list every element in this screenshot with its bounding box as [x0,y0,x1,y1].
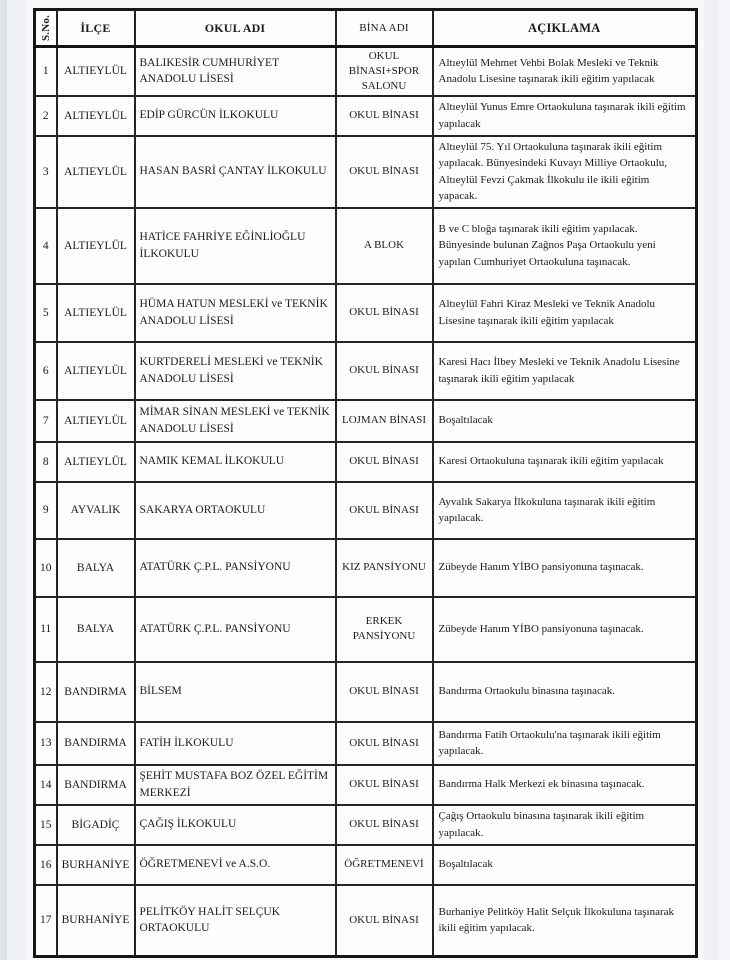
explanation-cell: Altıeylül Mehmet Vehbi Bolak Mesleki ve Teknik Anadolu Lisesine taşınarak ikili eğitim yapılacak [433,47,697,96]
explanation-cell: Çağış Ortaokulu binasına taşınarak ikili eğitim yapılacak. [433,805,697,845]
explanation-cell: Karesi Ortaokuluna taşınarak ikili eğitim yapılacak [433,442,697,482]
district-cell: BALYA [57,597,135,662]
row-number: 8 [35,442,57,482]
building-name-cell: OKUL BİNASI [336,805,433,845]
table-row [35,284,697,342]
school-name-cell: EDİP GÜRCÜN İLKOKULU [135,96,336,136]
building-name-cell: OKUL BİNASI [336,442,433,482]
building-name-cell: ERKEK PANSİYONU [336,597,433,662]
district-cell: ALTIEYLÜL [57,342,135,400]
table-row [35,136,697,208]
district-cell: BANDIRMA [57,662,135,722]
school-name-cell: ATATÜRK Ç.P.L. PANSİYONU [135,539,336,597]
header-okul-adi: OKUL ADI [135,10,336,47]
school-relocation-table [33,8,698,958]
explanation-cell: Ayvalık Sakarya İlkokuluna taşınarak ikili eğitim yapılacak. [433,482,697,539]
row-number: 17 [35,885,57,957]
building-name-cell: OKUL BİNASI [336,722,433,765]
school-name-cell: ŞEHİT MUSTAFA BOZ ÖZEL EĞİTİM MERKEZİ [135,765,336,805]
explanation-cell: Boşaltılacak [433,400,697,442]
table-row [35,845,697,885]
explanation-cell: Burhaniye Pelitköy Halit Selçuk İlkokuluna taşınarak ikili eğitim yapılacak. [433,885,697,957]
header-aciklama: AÇIKLAMA [433,10,697,47]
row-number: 16 [35,845,57,885]
row-number: 10 [35,539,57,597]
building-name-cell: ÖĞRETMENEVİ [336,845,433,885]
district-cell: BURHANİYE [57,885,135,957]
explanation-cell: Boşaltılacak [433,845,697,885]
row-number: 7 [35,400,57,442]
explanation-cell: Bandırma Fatih Ortaokulu'na taşınarak ikili eğitim yapılacak. [433,722,697,765]
district-cell: ALTIEYLÜL [57,136,135,208]
explanation-cell: Karesi Hacı İlbey Mesleki ve Teknik Anadolu Lisesine taşınarak ikili eğitim yapılacak [433,342,697,400]
district-cell: ALTIEYLÜL [57,208,135,284]
table-row [35,539,697,597]
school-name-cell: ATATÜRK Ç.P.L. PANSİYONU [135,597,336,662]
district-cell: BALYA [57,539,135,597]
explanation-cell: Zübeyde Hanım YİBO pansiyonuna taşınacak. [433,597,697,662]
table-header-row [35,10,697,47]
school-name-cell: FATİH İLKOKULU [135,722,336,765]
school-name-cell: SAKARYA ORTAOKULU [135,482,336,539]
table-row [35,482,697,539]
explanation-cell: B ve C bloğa taşınarak ikili eğitim yapılacak. Bünyesinde bulunan Zağnos Paşa Ortaokulu yeni yapılan Cumhuriyet Ortaokuluna taşınacak. [433,208,697,284]
building-name-cell: OKUL BİNASI [336,885,433,957]
district-cell: AYVALIK [57,482,135,539]
row-number: 2 [35,96,57,136]
header-bina-adi: BİNA ADI [336,10,433,47]
school-name-cell: ÖĞRETMENEVİ ve A.S.O. [135,845,336,885]
building-name-cell: OKUL BİNASI [336,482,433,539]
explanation-cell: Altıeylül Fahri Kiraz Mesleki ve Teknik Anadolu Lisesine taşınarak ikili eğitim yapılacak [433,284,697,342]
building-name-cell: OKUL BİNASI [336,342,433,400]
school-name-cell: HATİCE FAHRİYE EĞİNLİOĞLU İLKOKULU [135,208,336,284]
building-name-cell: LOJMAN BİNASI [336,400,433,442]
district-cell: BURHANİYE [57,845,135,885]
table-row [35,208,697,284]
school-name-cell: ÇAĞIŞ İLKOKULU [135,805,336,845]
school-name-cell: BALIKESİR CUMHURİYET ANADOLU LİSESİ [135,47,336,96]
row-number: 4 [35,208,57,284]
table-row [35,765,697,805]
district-cell: BANDIRMA [57,722,135,765]
row-number: 1 [35,47,57,96]
school-name-cell: PELİTKÖY HALİT SELÇUK ORTAOKULU [135,885,336,957]
district-cell: BİGADİÇ [57,805,135,845]
table-row [35,805,697,845]
row-number: 13 [35,722,57,765]
table-row [35,342,697,400]
header-sno-label: S.No. [39,14,52,42]
table-row [35,722,697,765]
district-cell: BANDIRMA [57,765,135,805]
header-sno [35,10,57,47]
explanation-cell: Altıeylül Yunus Emre Ortaokuluna taşınarak ikili eğitim yapılacak [433,96,697,136]
building-name-cell: OKUL BİNASI [336,136,433,208]
school-name-cell: MİMAR SİNAN MESLEKİ ve TEKNİK ANADOLU LİSESİ [135,400,336,442]
explanation-cell: Zübeyde Hanım YİBO pansiyonuna taşınacak. [433,539,697,597]
scan-right-margin [718,0,730,960]
explanation-cell: Bandırma Halk Merkezi ek binasına taşınacak. [433,765,697,805]
header-ilce: İLÇE [57,10,135,47]
row-number: 15 [35,805,57,845]
table-row [35,96,697,136]
school-name-cell: KURTDERELİ MESLEKİ ve TEKNİK ANADOLU LİSESİ [135,342,336,400]
explanation-cell: Altıeylül 75. Yıl Ortaokuluna taşınarak ikili eğitim yapılacak. Bünyesindeki Kuvayı Milliye Ortaokulu, Altıeylül Fevzi Çakmak İlkokulu ile ikili eğitim yapacak. [433,136,697,208]
table-row [35,442,697,482]
table-row [35,400,697,442]
table-row [35,47,697,96]
school-name-cell: BİLSEM [135,662,336,722]
building-name-cell: OKUL BİNASI [336,284,433,342]
row-number: 6 [35,342,57,400]
table-row [35,597,697,662]
district-cell: ALTIEYLÜL [57,442,135,482]
table-row [35,885,697,957]
school-name-cell: HÜMA HATUN MESLEKİ ve TEKNİK ANADOLU LİSESİ [135,284,336,342]
row-number: 5 [35,284,57,342]
table-row [35,662,697,722]
building-name-cell: OKUL BİNASI [336,96,433,136]
building-name-cell: KIZ PANSİYONU [336,539,433,597]
row-number: 14 [35,765,57,805]
row-number: 3 [35,136,57,208]
row-number: 11 [35,597,57,662]
school-name-cell: HASAN BASRİ ÇANTAY İLKOKULU [135,136,336,208]
district-cell: ALTIEYLÜL [57,47,135,96]
district-cell: ALTIEYLÜL [57,284,135,342]
building-name-cell: OKUL BİNASI [336,662,433,722]
row-number: 9 [35,482,57,539]
district-cell: ALTIEYLÜL [57,400,135,442]
explanation-cell: Bandırma Ortaokulu binasına taşınacak. [433,662,697,722]
scan-left-margin [0,0,7,960]
building-name-cell: OKUL BİNASI [336,765,433,805]
building-name-cell: A BLOK [336,208,433,284]
row-number: 12 [35,662,57,722]
school-name-cell: NAMIK KEMAL İLKOKULU [135,442,336,482]
district-cell: ALTIEYLÜL [57,96,135,136]
building-name-cell: OKUL BİNASI+SPOR SALONU [336,47,433,96]
